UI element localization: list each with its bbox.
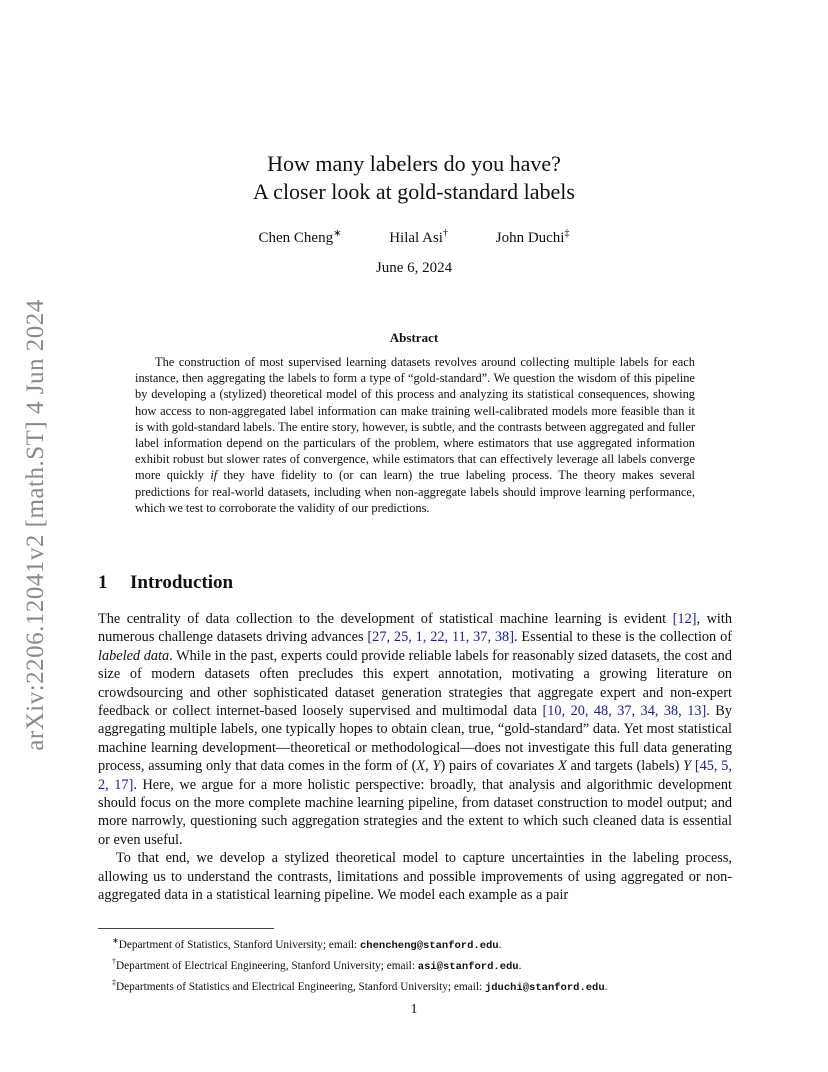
- title-line-1: How many labelers do you have?: [267, 151, 561, 176]
- author-1: Chen Cheng∗: [258, 228, 342, 246]
- publication-date: June 6, 2024: [375, 260, 453, 276]
- footnote-1: ∗Department of Statistics, Stanford University; email: chencheng@stanford.edu.: [112, 936, 502, 952]
- author-3: John Duchi‡: [495, 228, 570, 246]
- section-heading-introduction: [98, 572, 233, 594]
- author-2-footnote-mark[interactable]: †: [442, 228, 448, 239]
- title-line-2: A closer look at gold-standard labels: [253, 179, 575, 204]
- section-title: Introduction: [130, 572, 234, 593]
- section-number: 1: [98, 572, 108, 593]
- page-number: 1: [410, 1002, 418, 1017]
- footnote-3: ‡Departments of Statistics and Electrical Engineering, Stanford University; email: jduchi@stanford.edu.: [112, 977, 608, 994]
- abstract-body: The construction of most supervised learning datasets revolves around collecting multiple labels for each instance, then aggregating the labels to form a type of “gold-standard”. We question the wisdom of this pipeline by developing a (stylized) theoretical model of this process and analyzing its statistical consequences, showing how access to non-aggregated label information can make training well-calibrated models more feasible than it is with gold-standard labels. The entire story, however, is subtle, and the contrasts between aggregated and fuller label information depend on the particulars of the problem, where estimators that use aggregated information exhibit robust but slower rates of convergence, while estimators that can effectively leverage all labels converge more quickly if they have fidelity to (or can learn) the true labeling process. The theory makes several predictions for real-world datasets, including when non-aggregate labels should improve learning performance, which we test to corroborate the validity of our predictions.: [135, 355, 695, 515]
- author-1-footnote-mark[interactable]: ∗: [333, 228, 342, 239]
- footnote-2: †Department of Electrical Engineering, Stanford University; email: asi@stanford.edu.: [112, 956, 522, 973]
- email-link[interactable]: asi@stanford.edu: [417, 960, 519, 973]
- math-x: X: [557, 758, 567, 775]
- math-xy: X, Y: [416, 758, 441, 775]
- citation-link[interactable]: [45, 5, 2, 17]: [98, 758, 732, 793]
- footnote-divider: [98, 928, 274, 929]
- math-y: Y: [683, 758, 692, 775]
- citation-link[interactable]: [27, 25, 1, 22, 11, 37, 38]: [367, 629, 514, 646]
- abstract-heading: Abstract: [389, 330, 439, 345]
- paper-title: [0, 150, 828, 206]
- abstract-emphasis: if: [210, 468, 218, 483]
- citation-link[interactable]: [12]: [672, 611, 697, 627]
- email-link[interactable]: jduchi@stanford.edu: [484, 981, 605, 994]
- introduction-body: [98, 610, 732, 905]
- author-list: [0, 228, 828, 247]
- citation-link[interactable]: [10, 20, 48, 37, 34, 38, 13]: [542, 703, 707, 720]
- author-2: Hilal Asi†: [389, 228, 448, 246]
- arxiv-identifier-stamp: arXiv:2206.12041v2 [math.ST] 4 Jun 2024: [22, 299, 49, 751]
- paragraph-1: The centrality of data collection to the development of statistical machine learning is evident [12], with numerous challenge datasets driving advances [27, 25, 1, 22, 11, 37, 38]. Essential to these is the collection of labeled data. While in the past, experts could provide reliable labels for reasonably sized datasets, the cost and size of modern datasets often precludes this expert annotation, motivating a growing literature on crowdsourcing and other sophisticated dataset generation strategies that aggregate expert and non-expert feedback or collect internet-based loosely supervised and multimodal data [10, 20, 48, 37, 34, 38, 13]. By aggregating multiple labels, one typically hopes to obtain clean, true, “gold-standard” data. Yet most statistical machine learning development—theoretical or methodological—does not investigate this full data generating process, assuming only that data comes in the form of (X, Y) pairs of covariates X and targets (labels) Y [45, 5, 2, 17]. Here, we argue for a more holistic perspective: broadly, that analysis and algorithmic development should focus on the more complete machine learning pipeline, from dataset construction to model output; and more narrowly, questioning such aggregation strategies and the extent to which such cleaned data is essential or even useful.: [98, 611, 732, 848]
- email-link[interactable]: chencheng@stanford.edu: [359, 939, 499, 952]
- emphasis-labeled-data: labeled data: [98, 647, 170, 664]
- footnotes: [98, 933, 738, 995]
- author-3-footnote-mark[interactable]: ‡: [564, 228, 570, 239]
- paragraph-2: To that end, we develop a stylized theoretical model to capture uncertainties in the labeling process, allowing us to understand the contrasts, limitations and possible improvements of using aggregated or non-aggregated data in a statistical learning pipeline. We model each example as a pair: [98, 850, 732, 904]
